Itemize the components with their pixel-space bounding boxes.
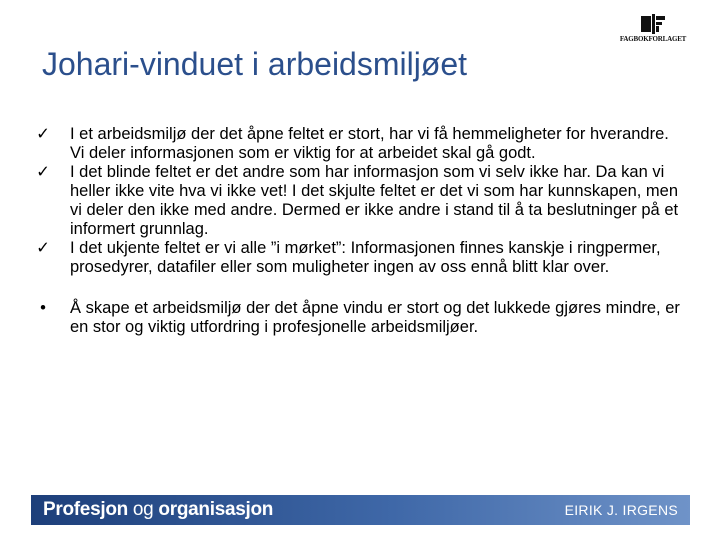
check-list [30,125,680,277]
footer-book-title [43,499,273,521]
check-list-item [30,239,680,277]
footer-title-part: Profesjon [43,499,133,520]
bullet-list [30,299,680,337]
book-logo-icon [640,14,666,34]
publisher-logo [618,14,688,48]
footer-title-part: og [132,499,154,520]
footer-banner [31,495,690,525]
bullet-icon: • [40,299,46,317]
check-icon: ✓ [36,125,50,143]
slide-content [30,125,680,337]
check-icon: ✓ [36,163,50,181]
check-item-text: I det blinde feltet er det andre som har informasjon som vi selv ikke har. Da kan vi heller ikke vite hva vi ikke vet! I det skjulte feltet er det vi som har kunnskapen, men vi deler den ikke med andre. Dermed er ikke andre i stand til å ta beslutninger på et informert grunnlag. [70,163,679,238]
check-icon: ✓ [36,239,50,257]
check-item-text: I det ukjente feltet er vi alle ”i mørket”: Informasjonen finnes kanskje i ringpermer, prosedyrer, datafiler eller som muligheter ingen av oss ennå blitt klar over. [70,239,661,276]
page-title: Johari-vinduet i arbeidsmiljøet [42,46,468,82]
bullet-item-text: Å skape et arbeidsmiljø der det åpne vindu er stort og det lukkede gjøres mindre, er en stor og viktig utfordring i profesjonelle arbeidsmiljøer. [70,299,680,336]
check-list-item [30,163,680,239]
check-item-text: I et arbeidsmiljø der det åpne feltet er stort, har vi få hemmeligheter for hverandre. Vi deler informasjonen som er viktig for at arbeidet skal gå godt. [70,125,669,162]
footer-title-part: organisasjon [153,499,274,520]
check-list-item [30,125,680,163]
logo-text: FAGBOKFORLAGET [619,35,687,43]
footer-author: EIRIK J. IRGENS [564,502,678,518]
bullet-list-item [30,299,680,337]
